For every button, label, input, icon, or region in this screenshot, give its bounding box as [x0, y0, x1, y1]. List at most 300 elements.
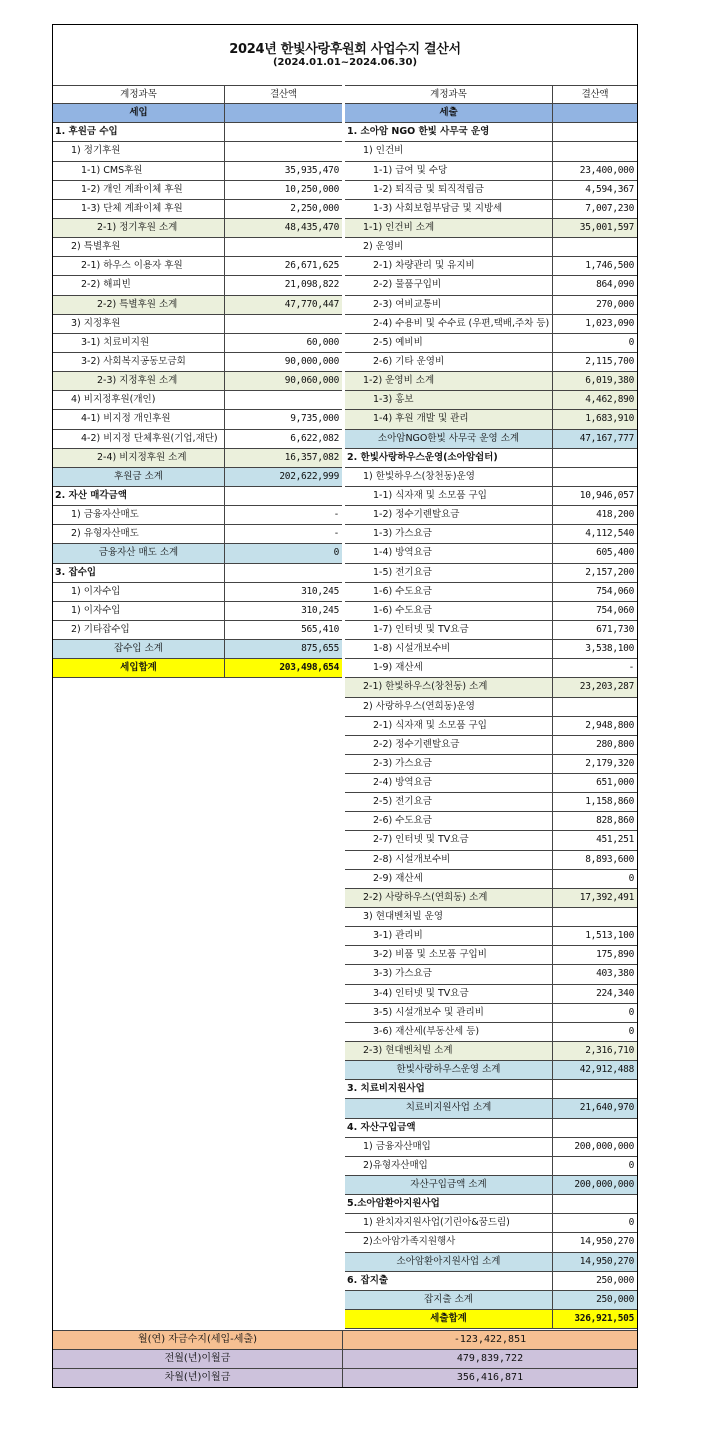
amount-value: 4,462,890	[553, 391, 637, 409]
expense-row	[345, 276, 637, 295]
amount-value: 175,890	[596, 949, 634, 961]
expense-row	[345, 296, 637, 315]
amount-value: 10,250,000	[284, 183, 339, 195]
account-label: 1-1) 급여 및 수당	[345, 162, 553, 180]
account-label: 2-4) 비지정후원 소계	[53, 449, 225, 467]
expense-row	[345, 85, 637, 104]
expense-row	[345, 353, 637, 372]
revenue-row	[53, 602, 342, 621]
expense-row	[345, 430, 637, 449]
revenue-row	[53, 544, 342, 563]
expense-row	[345, 372, 637, 391]
account-label: 1) 완치자지원사업(기린아&꿈드림)	[345, 1214, 553, 1232]
account-label: 잡수입 소계	[53, 640, 225, 658]
expense-row	[345, 334, 637, 353]
period-subtitle: (2024.01.01~2024.06.30)	[272, 57, 418, 68]
account-label: 2-6) 수도요금	[345, 812, 553, 830]
account-label: 1. 후원금 수입	[53, 123, 225, 141]
revenue-row	[53, 238, 342, 257]
revenue-row	[53, 181, 342, 200]
amount-value	[225, 564, 342, 582]
amount-value: -	[628, 662, 634, 674]
expense-row	[345, 200, 637, 219]
account-label: 2-6) 기타 운영비	[345, 353, 553, 371]
revenue-row	[53, 296, 342, 315]
summary-value: 479,839,722	[456, 1353, 524, 1364]
account-label: 1-2) 정수기렌탈요금	[345, 506, 553, 524]
amount-value: 2,157,200	[585, 566, 634, 578]
amount-value: 48,435,470	[225, 219, 342, 237]
account-label: 소아암환아지원사업 소계	[345, 1253, 553, 1271]
amount-value: 6,019,380	[553, 372, 637, 390]
expense-row	[345, 851, 637, 870]
account-label: 2-8) 시설개보수비	[345, 851, 553, 869]
account-label: 1-5) 전기요금	[345, 564, 553, 582]
account-label: 계정과목	[53, 86, 225, 103]
amount-value: 결산액	[270, 89, 297, 100]
expense-row	[345, 831, 637, 850]
expense-row	[345, 1291, 637, 1310]
expense-row	[345, 487, 637, 506]
expense-row	[345, 315, 637, 334]
expense-row	[345, 1061, 637, 1080]
account-label: 1-3) 홍보	[345, 391, 553, 409]
account-label: 2-9) 재산세	[345, 870, 553, 888]
account-label: 2-2) 정수기렌탈요금	[345, 736, 553, 754]
account-label: 2-3) 지정후원 소계	[53, 372, 225, 390]
summary-row	[53, 1330, 637, 1349]
amount-value: 250,000	[553, 1291, 637, 1309]
amount-value: 6,622,082	[290, 432, 339, 444]
expense-row	[345, 659, 637, 678]
expense-row	[345, 181, 637, 200]
account-label: 1-4) 후원 개발 및 관리	[345, 410, 553, 428]
revenue-row	[53, 410, 342, 429]
account-label: 1-6) 수도요금	[345, 583, 553, 601]
account-label: 세출합계	[345, 1310, 553, 1328]
expense-row	[345, 985, 637, 1004]
account-label: 2-3) 현대벤처빌 소계	[345, 1042, 553, 1060]
amount-value: 418,200	[596, 509, 634, 521]
amount-value	[553, 449, 637, 467]
revenue-row	[53, 621, 342, 640]
expense-row	[345, 238, 637, 257]
account-label: 2. 한빛사랑하우스운영(소아암쉼터)	[345, 449, 553, 467]
amount-value: 651,000	[596, 777, 634, 789]
account-label: 2-1) 하우스 이용자 후원	[53, 257, 225, 275]
amount-value: 10,946,057	[579, 489, 634, 501]
expense-row	[345, 1195, 637, 1214]
summary-value: -123,422,851	[453, 1334, 527, 1345]
amount-value: 875,655	[225, 640, 342, 658]
amount-value: 1,023,090	[585, 317, 634, 329]
account-label: 2. 자산 매각금액	[53, 487, 225, 505]
amount-value	[553, 698, 637, 716]
amount-value: -	[333, 509, 339, 521]
amount-value: 203,498,654	[225, 659, 342, 677]
amount-value: 17,392,491	[553, 889, 637, 907]
expense-row	[345, 1042, 637, 1061]
expense-row	[345, 1233, 637, 1252]
revenue-row	[53, 123, 342, 142]
account-label: 2-1) 한빛하우스(창천동) 소계	[345, 678, 553, 696]
expense-row	[345, 468, 637, 487]
account-label: 계정과목	[345, 86, 553, 103]
account-label: 2) 유형자산매도	[53, 525, 225, 543]
expense-row	[345, 621, 637, 640]
amount-value	[225, 391, 342, 409]
amount-value	[553, 238, 637, 256]
summary-row	[53, 1349, 637, 1368]
amount-value	[553, 1195, 637, 1213]
account-label: 1-4) 방역요금	[345, 544, 553, 562]
amount-value: 90,060,000	[225, 372, 342, 390]
amount-value: 0	[628, 872, 634, 884]
amount-value: -	[333, 528, 339, 540]
revenue-row	[53, 372, 342, 391]
account-label: 1-7) 인터넷 및 TV요금	[345, 621, 553, 639]
expense-row	[345, 544, 637, 563]
amount-value: 754,060	[596, 585, 634, 597]
revenue-row	[53, 162, 342, 181]
account-label: 1-2) 개인 계좌이체 후원	[53, 181, 225, 199]
expense-row	[345, 927, 637, 946]
account-label: 1) 이자수입	[53, 583, 225, 601]
account-label: 1) 한빛하우스(창천동)운영	[345, 468, 553, 486]
account-label: 한빛사랑하우스운영 소계	[345, 1061, 553, 1079]
expense-row	[345, 717, 637, 736]
account-label: 2-2) 특별후원 소계	[53, 296, 225, 314]
account-label: 2)유형자산매입	[345, 1157, 553, 1175]
amount-value: 23,203,287	[553, 678, 637, 696]
amount-value: 326,921,505	[553, 1310, 637, 1328]
expense-row	[345, 1176, 637, 1195]
account-label: 소아암NGO한빛 사무국 운영 소계	[345, 430, 553, 448]
account-label: 2-1) 식자재 및 소모품 구입	[345, 717, 553, 735]
revenue-row	[53, 142, 342, 161]
account-label: 1) 정기후원	[53, 142, 225, 160]
revenue-row	[53, 583, 342, 602]
amount-value: 7,007,230	[585, 202, 634, 214]
expense-row	[345, 1023, 637, 1042]
revenue-row	[53, 391, 342, 410]
amount-value: 16,357,082	[225, 449, 342, 467]
amount-value: 2,250,000	[290, 202, 339, 214]
revenue-row	[53, 219, 342, 238]
amount-value: 4,594,367	[585, 183, 634, 195]
amount-value: 0	[225, 544, 342, 562]
account-label: 2-4) 수용비 및 수수료 (우편,택배,주차 등)	[345, 315, 553, 333]
account-label: 2) 기타잡수입	[53, 621, 225, 639]
amount-value: 270,000	[596, 298, 634, 310]
account-label: 자산구입금액 소계	[345, 1176, 553, 1194]
account-label: 3-4) 인터넷 및 TV요금	[345, 985, 553, 1003]
amount-value: 828,860	[596, 815, 634, 827]
account-label: 4-2) 비지정 단체후원(기업,재단)	[53, 430, 225, 448]
account-label: 1-2) 퇴직금 및 퇴직적립금	[345, 181, 553, 199]
amount-value: 4,112,540	[585, 528, 634, 540]
account-label: 4) 비지정후원(개인)	[53, 391, 225, 409]
account-label: 2-5) 예비비	[345, 334, 553, 352]
account-label: 3-1) 관리비	[345, 927, 553, 945]
amount-value: 35,001,597	[553, 219, 637, 237]
expense-row	[345, 257, 637, 276]
account-label: 1-3) 사회보험부담금 및 지방세	[345, 200, 553, 218]
amount-value: 1,683,910	[553, 410, 637, 428]
account-label: 1-1) CMS후원	[53, 162, 225, 180]
amount-value: 0	[628, 1025, 634, 1037]
revenue-row	[53, 487, 342, 506]
amount-value: 605,400	[596, 547, 634, 559]
amount-value: 0	[628, 336, 634, 348]
amount-value	[553, 142, 637, 160]
account-label: 3. 잡수입	[53, 564, 225, 582]
amount-value: 565,410	[301, 623, 339, 635]
revenue-row	[53, 430, 342, 449]
account-label: 1-1) 인건비 소계	[345, 219, 553, 237]
expense-row	[345, 793, 637, 812]
expense-row	[345, 602, 637, 621]
expense-row	[345, 1119, 637, 1138]
account-label: 3. 치료비지원사업	[345, 1080, 553, 1098]
expense-row	[345, 123, 637, 142]
revenue-row	[53, 315, 342, 334]
revenue-row	[53, 85, 342, 104]
account-label: 3) 현대벤처빌 운영	[345, 908, 553, 926]
revenue-row	[53, 468, 342, 487]
expense-row	[345, 1214, 637, 1233]
account-label: 1-8) 시설개보수비	[345, 640, 553, 658]
amount-value: 0	[628, 1006, 634, 1018]
account-label: 4. 자산구입금액	[345, 1119, 553, 1137]
account-label: 2-4) 방역요금	[345, 774, 553, 792]
amount-value	[553, 1080, 637, 1098]
account-label: 금융자산 매도 소계	[53, 544, 225, 562]
amount-value: 42,912,488	[553, 1061, 637, 1079]
account-label: 1) 금융자산매도	[53, 506, 225, 524]
expense-row	[345, 698, 637, 717]
account-label: 1-3) 단체 계좌이체 후원	[53, 200, 225, 218]
account-label: 2) 운영비	[345, 238, 553, 256]
account-label: 3-1) 치료비지원	[53, 334, 225, 352]
amount-value	[225, 487, 342, 505]
account-label: 1) 이자수입	[53, 602, 225, 620]
amount-value: 200,000,000	[574, 1140, 634, 1152]
account-label: 세입합계	[53, 659, 225, 677]
expense-row	[345, 1004, 637, 1023]
revenue-row	[53, 525, 342, 544]
amount-value: 864,090	[596, 279, 634, 291]
amount-value	[225, 315, 342, 333]
expense-row	[345, 1080, 637, 1099]
amount-value	[553, 104, 637, 122]
expense-row	[345, 564, 637, 583]
account-label: 2-3) 가스요금	[345, 755, 553, 773]
account-label: 2-7) 인터넷 및 TV요금	[345, 831, 553, 849]
amount-value: 250,000	[596, 1274, 634, 1286]
amount-value: 0	[628, 1217, 634, 1229]
expense-row	[345, 946, 637, 965]
title-area	[53, 25, 637, 85]
expense-row	[345, 889, 637, 908]
revenue-row	[53, 257, 342, 276]
account-label: 1-9) 재산세	[345, 659, 553, 677]
account-label: 1-3) 가스요금	[345, 525, 553, 543]
account-label: 잡지출 소계	[345, 1291, 553, 1309]
revenue-row	[53, 449, 342, 468]
expense-row	[345, 870, 637, 889]
amount-value	[225, 238, 342, 256]
expense-row	[345, 162, 637, 181]
expense-row	[345, 142, 637, 161]
account-label: 2-2) 해피빈	[53, 276, 225, 294]
amount-value: 26,671,625	[284, 260, 339, 272]
amount-value: 14,950,270	[553, 1253, 637, 1271]
account-label: 5.소아암환아지원사업	[345, 1195, 553, 1213]
revenue-row	[53, 104, 342, 123]
account-label: 6. 잡지출	[345, 1272, 553, 1290]
account-label: 후원금 소계	[53, 468, 225, 486]
account-label: 1-2) 운영비 소계	[345, 372, 553, 390]
amount-value: 202,622,999	[225, 468, 342, 486]
amount-value: 1,746,500	[585, 260, 634, 272]
amount-value: 결산액	[581, 89, 609, 100]
amount-value: 35,935,470	[284, 164, 339, 176]
amount-value	[553, 468, 637, 486]
settlement-sheet	[52, 24, 638, 1388]
account-label: 세출	[345, 104, 553, 122]
amount-value: 8,893,600	[585, 853, 634, 865]
expense-row	[345, 812, 637, 831]
account-label: 1-6) 수도요금	[345, 602, 553, 620]
account-label: 3-2) 비품 및 소모품 구입비	[345, 946, 553, 964]
revenue-row	[53, 200, 342, 219]
amount-value	[225, 142, 342, 160]
expense-row	[345, 1157, 637, 1176]
account-label: 세입	[53, 104, 225, 122]
amount-value: 1,513,100	[585, 930, 634, 942]
expense-row	[345, 640, 637, 659]
revenue-row	[53, 334, 342, 353]
amount-value: 9,735,000	[290, 413, 339, 425]
expense-row	[345, 583, 637, 602]
page-title: 2024년 한빛사랑후원회 사업수지 결산서	[229, 42, 461, 57]
amount-value: 2,948,800	[585, 719, 634, 731]
expense-row	[345, 908, 637, 927]
account-label: 2-2) 물품구입비	[345, 276, 553, 294]
expense-row	[345, 965, 637, 984]
amount-value	[225, 123, 342, 141]
account-label: 3-3) 가스요금	[345, 965, 553, 983]
revenue-row	[53, 659, 342, 678]
expense-row	[345, 678, 637, 697]
expense-row	[345, 1310, 637, 1329]
expense-row	[345, 1272, 637, 1291]
expense-row	[345, 736, 637, 755]
revenue-column	[53, 85, 342, 678]
expenditure-column	[345, 85, 637, 1329]
amount-value: 90,000,000	[284, 355, 339, 367]
amount-value: 2,179,320	[585, 757, 634, 769]
expense-row	[345, 219, 637, 238]
account-label: 3) 지정후원	[53, 315, 225, 333]
account-label: 2-1) 정기후원 소계	[53, 219, 225, 237]
expense-row	[345, 391, 637, 410]
summary-label: 전월(년)이월금	[53, 1350, 343, 1368]
amount-value: 2,115,700	[585, 355, 634, 367]
revenue-row	[53, 564, 342, 583]
amount-value: 21,098,822	[284, 279, 339, 291]
amount-value: 451,251	[596, 834, 634, 846]
account-label: 2)소아암가족지원행사	[345, 1233, 553, 1251]
amount-value	[553, 1119, 637, 1137]
revenue-row	[53, 640, 342, 659]
amount-value: 310,245	[301, 604, 339, 616]
account-label: 2-2) 사랑하우스(연희동) 소계	[345, 889, 553, 907]
expense-row	[345, 525, 637, 544]
amount-value: 224,340	[596, 987, 634, 999]
account-label: 2-3) 여비교통비	[345, 296, 553, 314]
amount-value: 200,000,000	[553, 1176, 637, 1194]
amount-value	[225, 104, 342, 122]
amount-value: 2,316,710	[553, 1042, 637, 1060]
summary-row	[53, 1368, 637, 1387]
amount-value: 310,245	[301, 585, 339, 597]
account-label: 2-1) 차량관리 및 유지비	[345, 257, 553, 275]
amount-value	[553, 123, 637, 141]
expense-row	[345, 410, 637, 429]
expense-row	[345, 104, 637, 123]
amount-value: 1,158,860	[585, 796, 634, 808]
summary-value: 356,416,871	[456, 1372, 524, 1383]
amount-value: 3,538,100	[585, 643, 634, 655]
amount-value: 21,640,970	[553, 1099, 637, 1117]
account-label: 2) 사랑하우스(연희동)운영	[345, 698, 553, 716]
summary-label: 월(연) 자금수지(세입-세출)	[53, 1331, 343, 1349]
expense-row	[345, 755, 637, 774]
expense-row	[345, 1099, 637, 1118]
amount-value	[553, 908, 637, 926]
revenue-row	[53, 276, 342, 295]
account-label: 1) 인건비	[345, 142, 553, 160]
amount-value: 0	[628, 1159, 634, 1171]
amount-value: 47,167,777	[553, 430, 637, 448]
amount-value: 23,400,000	[579, 164, 634, 176]
expense-row	[345, 774, 637, 793]
expense-row	[345, 506, 637, 525]
expense-row	[345, 1253, 637, 1272]
revenue-row	[53, 506, 342, 525]
account-label: 1) 금융자산매입	[345, 1138, 553, 1156]
account-label: 3-6) 재산세(부동산세 등)	[345, 1023, 553, 1041]
amount-value: 47,770,447	[225, 296, 342, 314]
account-label: 치료비지원사업 소계	[345, 1099, 553, 1117]
account-label: 2) 특별후원	[53, 238, 225, 256]
amount-value: 280,800	[596, 738, 634, 750]
account-label: 3-2) 사회복지공동모금회	[53, 353, 225, 371]
amount-value: 671,730	[596, 623, 634, 635]
amount-value: 403,380	[596, 968, 634, 980]
expense-row	[345, 1138, 637, 1157]
account-label: 2-5) 전기요금	[345, 793, 553, 811]
account-label: 4-1) 비지정 개인후원	[53, 410, 225, 428]
summary-label: 차월(년)이월금	[53, 1369, 343, 1387]
account-label: 1. 소아암 NGO 한빛 사무국 운영	[345, 123, 553, 141]
amount-value: 60,000	[306, 336, 339, 348]
account-label: 1-1) 식자재 및 소모품 구입	[345, 487, 553, 505]
amount-value: 14,950,270	[579, 1236, 634, 1248]
revenue-row	[53, 353, 342, 372]
